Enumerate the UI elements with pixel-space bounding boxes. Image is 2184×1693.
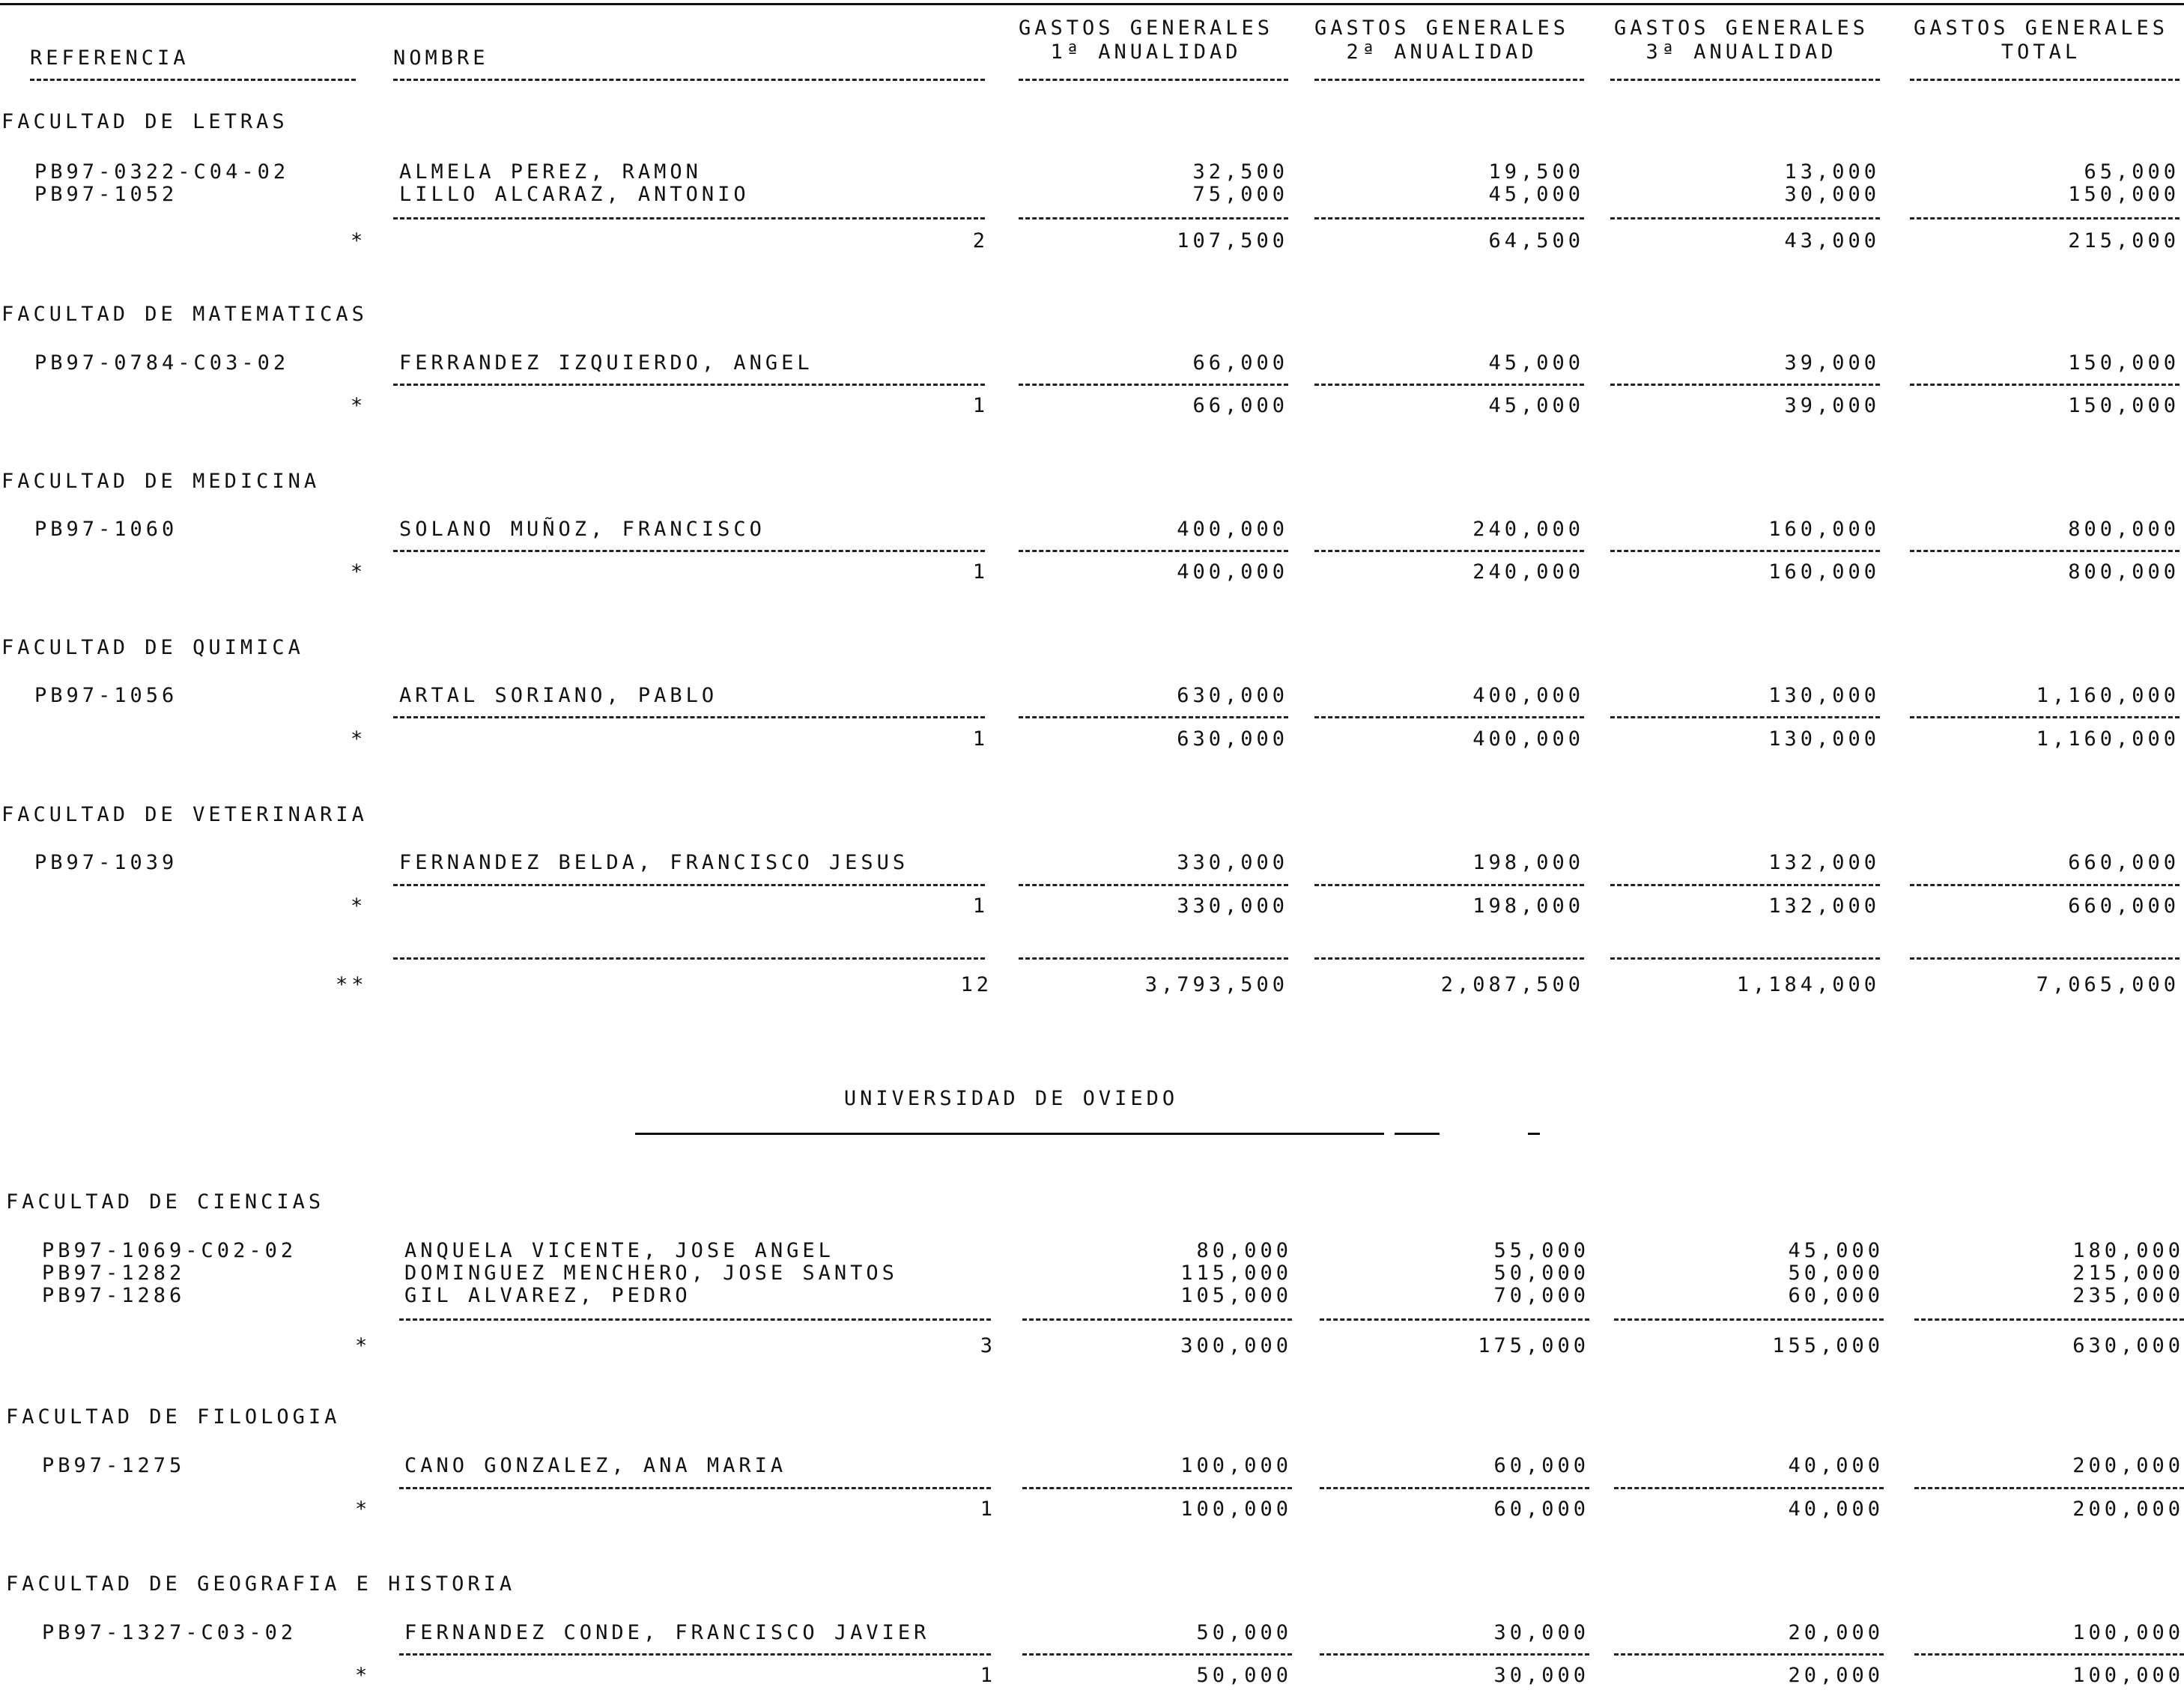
row-a2: 70,000 — [1493, 1284, 1589, 1307]
faculty-heading: FACULTAD DE FILOLOGIA — [6, 1405, 341, 1429]
header-rule — [1314, 79, 1584, 81]
subtotal-mark: * — [351, 394, 367, 417]
subtotal-rule — [1614, 1653, 1884, 1656]
header-nombre: NOMBRE — [393, 46, 489, 70]
subtotal-rule — [1910, 217, 2180, 219]
row-a1: 100,000 — [1180, 1454, 1292, 1477]
row-a1: 66,000 — [1192, 351, 1288, 375]
header-rule — [30, 79, 356, 81]
header-col2-line2: 2ª ANUALIDAD — [1346, 40, 1538, 64]
row-ref: PB97-0784-C03-02 — [34, 351, 290, 375]
subtotal-rule — [1610, 217, 1880, 219]
row-a1: 105,000 — [1180, 1284, 1292, 1307]
row-a3: 45,000 — [1788, 1239, 1884, 1262]
subtotal-rule — [393, 884, 985, 886]
grand-total-a3: 1,184,000 — [1736, 973, 1880, 996]
subtotal-rule — [399, 1487, 991, 1489]
university-heading: UNIVERSIDAD DE OVIEDO — [843, 1087, 1179, 1110]
subtotal-rule — [1314, 884, 1584, 886]
row-a1: 75,000 — [1192, 183, 1288, 206]
row-name: DOMINGUEZ MENCHERO, JOSE SANTOS — [404, 1262, 898, 1285]
subtotal-a1: 100,000 — [1180, 1497, 1292, 1521]
grand-total-a2: 2,087,500 — [1440, 973, 1584, 996]
row-a2: 55,000 — [1493, 1239, 1589, 1262]
row-name: FERRANDEZ IZQUIERDO, ANGEL — [399, 351, 813, 375]
subtotal-rule — [1320, 1487, 1589, 1489]
row-a2: 45,000 — [1488, 183, 1584, 206]
subtotal-rule — [1019, 884, 1288, 886]
header-referencia: REFERENCIA — [30, 46, 189, 70]
subtotal-rule — [1910, 884, 2180, 886]
faculty-heading: FACULTAD DE CIENCIAS — [6, 1190, 325, 1214]
subtotal-rule — [1610, 550, 1880, 552]
subtotal-rule — [1314, 217, 1584, 219]
header-col3-line1: GASTOS GENERALES — [1613, 16, 1869, 40]
subtotal-rule — [1914, 1653, 2184, 1656]
header-col4-line2: TOTAL — [2001, 40, 2081, 64]
faculty-heading: FACULTAD DE MEDICINA — [1, 470, 321, 493]
subtotal-rule — [1610, 716, 1880, 718]
row-a2: 30,000 — [1493, 1621, 1589, 1644]
grand-total-rule — [1314, 957, 1584, 960]
row-a3: 39,000 — [1784, 351, 1880, 375]
grand-total-a1: 3,793,500 — [1144, 973, 1288, 996]
row-name: GIL ALVAREZ, PEDRO — [404, 1284, 691, 1307]
row-a1: 50,000 — [1196, 1621, 1292, 1644]
subtotal-rule — [1910, 550, 2180, 552]
grand-total-rule — [393, 957, 985, 960]
row-name: FERNANDEZ CONDE, FRANCISCO JAVIER — [404, 1621, 930, 1644]
subtotal-mark: * — [351, 560, 367, 584]
subtotal-count: 1 — [972, 894, 989, 918]
university-underline — [635, 1133, 1384, 1135]
row-ref: PB97-1039 — [34, 851, 178, 874]
subtotal-rule — [1320, 1318, 1589, 1321]
subtotal-rule — [1614, 1318, 1884, 1321]
subtotal-rule — [1320, 1653, 1589, 1656]
row-a1: 80,000 — [1196, 1239, 1292, 1262]
faculty-heading: FACULTAD DE VETERINARIA — [1, 803, 368, 826]
subtotal-a1: 66,000 — [1192, 394, 1288, 417]
subtotal-a3: 155,000 — [1772, 1334, 1884, 1357]
faculty-heading: FACULTAD DE LETRAS — [1, 110, 288, 133]
subtotal-a3: 39,000 — [1784, 394, 1880, 417]
row-name: ANQUELA VICENTE, JOSE ANGEL — [404, 1239, 834, 1262]
row-total: 800,000 — [2068, 518, 2180, 541]
row-a3: 30,000 — [1784, 183, 1880, 206]
subtotal-a3: 130,000 — [1768, 727, 1880, 751]
subtotal-count: 1 — [972, 394, 989, 417]
header-col4-line1: GASTOS GENERALES — [1913, 16, 2169, 40]
header-rule — [393, 79, 985, 81]
subtotal-rule — [1314, 716, 1584, 718]
subtotal-rule — [1914, 1487, 2184, 1489]
row-a3: 20,000 — [1788, 1621, 1884, 1644]
subtotal-rule — [399, 1318, 991, 1321]
subtotal-total: 660,000 — [2068, 894, 2180, 918]
subtotal-a2: 30,000 — [1493, 1664, 1589, 1687]
header-col1-line2: 1ª ANUALIDAD — [1050, 40, 1242, 64]
subtotal-rule — [399, 1653, 991, 1656]
subtotal-rule — [1914, 1318, 2184, 1321]
subtotal-total: 100,000 — [2072, 1664, 2184, 1687]
subtotal-total: 800,000 — [2068, 560, 2180, 584]
subtotal-a2: 64,500 — [1488, 229, 1584, 252]
subtotal-mark: * — [351, 229, 367, 252]
subtotal-a2: 400,000 — [1472, 727, 1584, 751]
subtotal-a3: 40,000 — [1788, 1497, 1884, 1521]
header-rule — [1910, 79, 2180, 81]
subtotal-a2: 240,000 — [1472, 560, 1584, 584]
row-a1: 32,500 — [1192, 160, 1288, 184]
row-a2: 45,000 — [1488, 351, 1584, 375]
subtotal-total: 200,000 — [2072, 1497, 2184, 1521]
university-underline — [1395, 1133, 1440, 1135]
row-ref: PB97-1275 — [42, 1454, 186, 1477]
subtotal-a1: 630,000 — [1177, 727, 1288, 751]
row-a1: 630,000 — [1177, 684, 1288, 707]
header-col1-line1: GASTOS GENERALES — [1018, 16, 1274, 40]
subtotal-count: 1 — [980, 1664, 996, 1687]
row-a3: 60,000 — [1788, 1284, 1884, 1307]
row-ref: PB97-1069-C02-02 — [42, 1239, 297, 1262]
subtotal-a2: 175,000 — [1478, 1334, 1589, 1357]
subtotal-rule — [1019, 217, 1288, 219]
subtotal-a1: 400,000 — [1177, 560, 1288, 584]
subtotal-rule — [1022, 1653, 1292, 1656]
subtotal-a2: 45,000 — [1488, 394, 1584, 417]
row-total: 100,000 — [2072, 1621, 2184, 1644]
row-a2: 60,000 — [1493, 1454, 1589, 1477]
subtotal-a3: 132,000 — [1768, 894, 1880, 918]
row-total: 235,000 — [2072, 1284, 2184, 1307]
subtotal-rule — [1019, 550, 1288, 552]
row-a3: 132,000 — [1768, 851, 1880, 874]
subtotal-mark: * — [351, 727, 367, 751]
grand-total-total: 7,065,000 — [2036, 973, 2180, 996]
row-a3: 50,000 — [1788, 1262, 1884, 1285]
subtotal-rule — [1910, 384, 2180, 386]
row-a2: 240,000 — [1472, 518, 1584, 541]
faculty-heading: FACULTAD DE GEOGRAFIA E HISTORIA — [6, 1572, 516, 1596]
header-col3-line2: 3ª ANUALIDAD — [1645, 40, 1837, 64]
row-ref: PB97-0322-C04-02 — [34, 160, 290, 184]
header-rule — [1610, 79, 1880, 81]
subtotal-a3: 20,000 — [1788, 1664, 1884, 1687]
subtotal-rule — [393, 716, 985, 718]
header-rule — [1019, 79, 1288, 81]
subtotal-rule — [1314, 384, 1584, 386]
grand-total-rule — [1019, 957, 1288, 960]
subtotal-count: 1 — [972, 727, 989, 751]
row-total: 150,000 — [2068, 183, 2180, 206]
subtotal-mark: * — [355, 1334, 371, 1357]
subtotal-rule — [1614, 1487, 1884, 1489]
subtotal-rule — [1022, 1318, 1292, 1321]
row-ref: PB97-1282 — [42, 1262, 186, 1285]
subtotal-mark: * — [355, 1497, 371, 1521]
top-rule — [0, 3, 2184, 5]
grand-total-rule — [1910, 957, 2180, 960]
subtotal-mark: * — [355, 1664, 371, 1687]
row-ref: PB97-1286 — [42, 1284, 186, 1307]
faculty-heading: FACULTAD DE MATEMATICAS — [1, 303, 368, 326]
subtotal-rule — [1610, 384, 1880, 386]
subtotal-rule — [1019, 384, 1288, 386]
subtotal-a1: 50,000 — [1196, 1664, 1292, 1687]
subtotal-total: 150,000 — [2068, 394, 2180, 417]
row-a3: 160,000 — [1768, 518, 1880, 541]
grand-total-rule — [1610, 957, 1880, 960]
row-ref: PB97-1060 — [34, 518, 178, 541]
subtotal-a2: 60,000 — [1493, 1497, 1589, 1521]
subtotal-count: 3 — [980, 1334, 996, 1357]
row-name: ARTAL SORIANO, PABLO — [399, 684, 718, 707]
subtotal-a2: 198,000 — [1472, 894, 1584, 918]
row-name: FERNANDEZ BELDA, FRANCISCO JESUS — [399, 851, 909, 874]
row-total: 215,000 — [2072, 1262, 2184, 1285]
subtotal-total: 215,000 — [2068, 229, 2180, 252]
subtotal-a1: 300,000 — [1180, 1334, 1292, 1357]
row-total: 200,000 — [2072, 1454, 2184, 1477]
subtotal-a1: 107,500 — [1177, 229, 1288, 252]
grand-total-mark: ** — [336, 973, 368, 996]
subtotal-rule — [1022, 1487, 1292, 1489]
row-a3: 130,000 — [1768, 684, 1880, 707]
row-name: LILLO ALCARAZ, ANTONIO — [399, 183, 750, 206]
subtotal-rule — [1314, 550, 1584, 552]
subtotal-a3: 160,000 — [1768, 560, 1880, 584]
row-a2: 198,000 — [1472, 851, 1584, 874]
row-a3: 13,000 — [1784, 160, 1880, 184]
subtotal-count: 1 — [972, 560, 989, 584]
row-total: 150,000 — [2068, 351, 2180, 375]
subtotal-rule — [1610, 884, 1880, 886]
subtotal-rule — [393, 550, 985, 552]
row-name: ALMELA PEREZ, RAMON — [399, 160, 702, 184]
row-name: CANO GONZALEZ, ANA MARIA — [404, 1454, 787, 1477]
university-underline — [1528, 1133, 1540, 1135]
row-a3: 40,000 — [1788, 1454, 1884, 1477]
row-a2: 19,500 — [1488, 160, 1584, 184]
row-total: 1,160,000 — [2036, 684, 2180, 707]
grand-total-count: 12 — [960, 973, 992, 996]
row-a1: 330,000 — [1177, 851, 1288, 874]
subtotal-total: 630,000 — [2072, 1334, 2184, 1357]
row-ref: PB97-1056 — [34, 684, 178, 707]
row-a1: 400,000 — [1177, 518, 1288, 541]
row-a2: 50,000 — [1493, 1262, 1589, 1285]
subtotal-rule — [1910, 716, 2180, 718]
subtotal-total: 1,160,000 — [2036, 727, 2180, 751]
row-a1: 115,000 — [1180, 1262, 1292, 1285]
row-total: 660,000 — [2068, 851, 2180, 874]
row-total: 65,000 — [2084, 160, 2180, 184]
row-ref: PB97-1052 — [34, 183, 178, 206]
row-total: 180,000 — [2072, 1239, 2184, 1262]
subtotal-rule — [1019, 716, 1288, 718]
subtotal-a1: 330,000 — [1177, 894, 1288, 918]
subtotal-count: 1 — [980, 1497, 996, 1521]
subtotal-rule — [393, 384, 985, 386]
subtotal-count: 2 — [972, 229, 989, 252]
header-col2-line1: GASTOS GENERALES — [1314, 16, 1570, 40]
row-name: SOLANO MUÑOZ, FRANCISCO — [399, 518, 765, 541]
subtotal-a3: 43,000 — [1784, 229, 1880, 252]
row-ref: PB97-1327-C03-02 — [42, 1621, 297, 1644]
row-a2: 400,000 — [1472, 684, 1584, 707]
subtotal-mark: * — [351, 894, 367, 918]
faculty-heading: FACULTAD DE QUIMICA — [1, 636, 304, 659]
subtotal-rule — [393, 217, 985, 219]
